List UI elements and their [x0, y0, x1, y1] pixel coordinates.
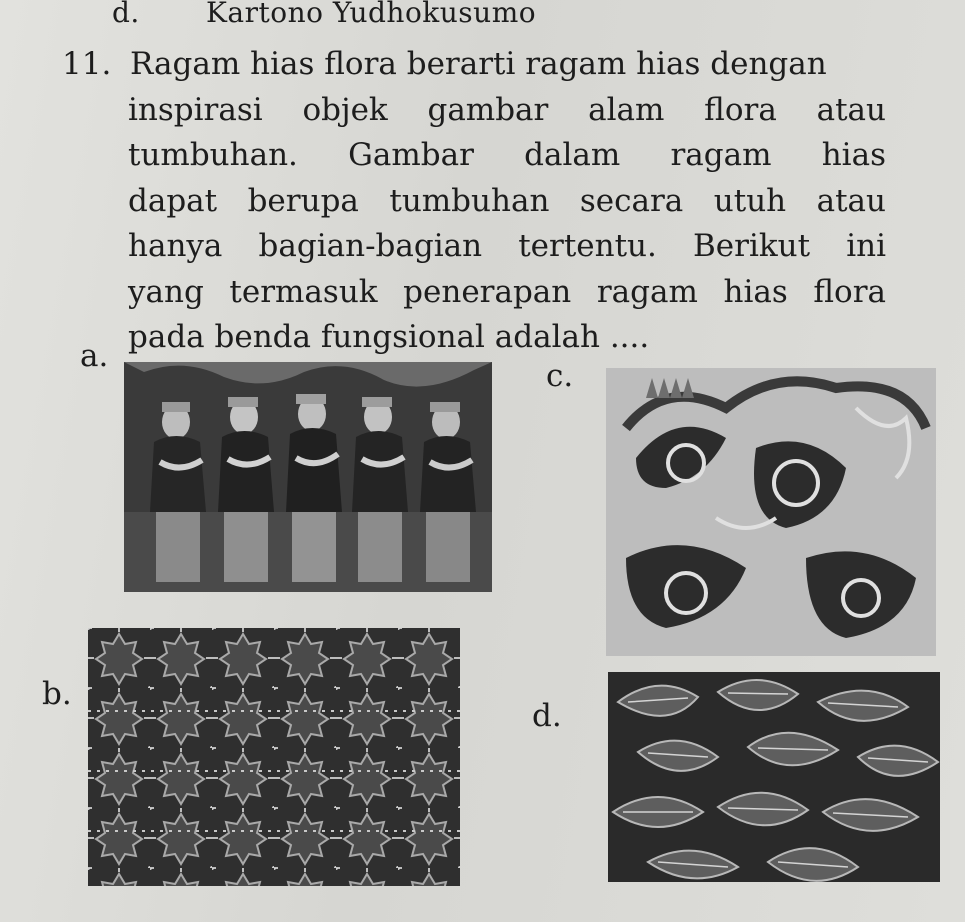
question-number: 11.: [62, 46, 112, 82]
question-line-3: tumbuhan. Gambar dalam ragam hias: [128, 137, 886, 173]
question-line-7: pada benda fungsional adalah ....: [128, 319, 650, 355]
question-line-5: hanya bagian-bagian tertentu. Berikut ini: [128, 228, 886, 264]
option-b-label[interactable]: b.: [42, 676, 72, 712]
option-d-label[interactable]: d.: [532, 698, 562, 734]
option-a-image[interactable]: [124, 362, 492, 592]
floral-batik-illustration: [606, 368, 936, 656]
wayang-figures-illustration: [124, 362, 492, 592]
question-line-1: Ragam hias flora berarti ragam hias dengan: [130, 46, 827, 82]
option-c-image[interactable]: [606, 368, 936, 656]
question-line-6: yang termasuk penerapan ragam hias flora: [128, 273, 886, 310]
option-a-label[interactable]: a.: [80, 338, 109, 374]
option-b-image[interactable]: [88, 628, 460, 886]
previous-option-line: [112, 0, 536, 29]
previous-option-text: Kartono Yudhokusumo: [206, 0, 537, 29]
question-block: [62, 42, 886, 361]
question-line-2: inspirasi objek gambar alam flora atau: [128, 91, 886, 128]
option-d-image[interactable]: [608, 672, 940, 882]
option-c-label[interactable]: c.: [546, 358, 574, 394]
previous-option-letter: d.: [112, 0, 140, 29]
star-pattern-illustration: [88, 628, 460, 886]
leaf-pattern-illustration: [608, 672, 940, 882]
question-line-4: dapat berupa tumbuhan secara utuh atau: [128, 182, 886, 219]
